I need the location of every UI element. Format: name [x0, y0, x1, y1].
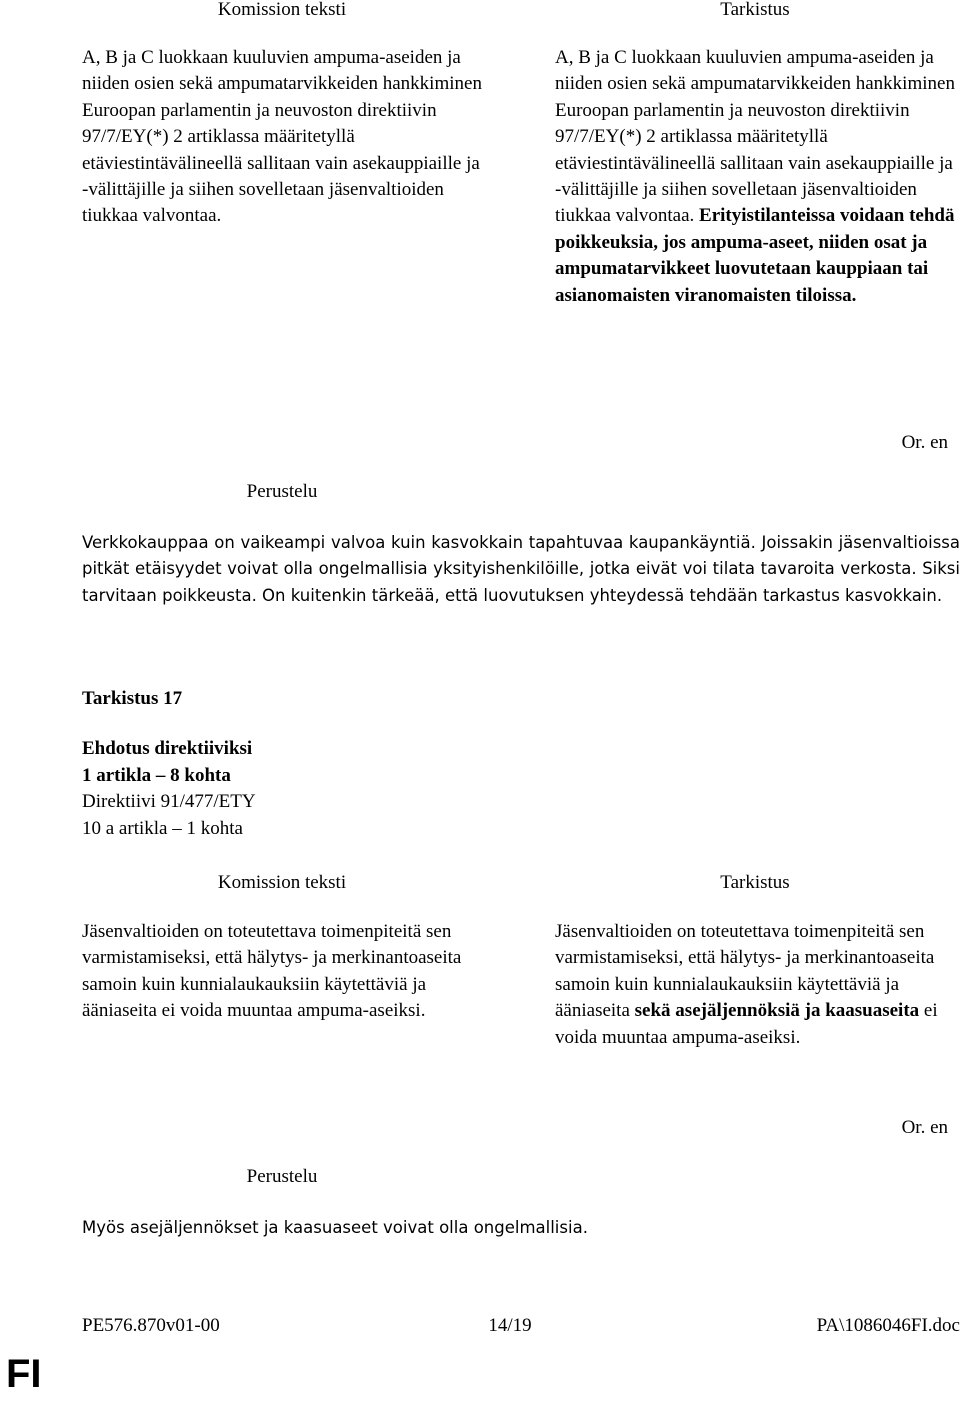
- justification-text: Myös asejäljennökset ja kaasuaseet voivat olla ongelmallisia.: [82, 1218, 588, 1237]
- justification-text: Verkkokauppaa on vaikeampi valvoa kuin kasvokkain tapahtuvaa kaupankäyntiä. Joissakin jäsenvaltioissa pitkät etäisyydet voivat olla ongelmallisia yksityishenkilöille, jotka eivät voi tilata tavaroita verkosta. Siksi tarvitaan poikkeusta. On kuitenkin tärkeää, että luovutuksen yhteydessä tehdään tarkastus kasvokkain.: [82, 533, 960, 605]
- justification-heading: Perustelu: [246, 1166, 318, 1187]
- original-language: Or. en: [901, 1117, 948, 1138]
- comparison-header-amendment: Tarkistus: [720, 0, 790, 20]
- original-language: Or. en: [901, 432, 948, 453]
- directive-reference: Direktiivi 91/477/ETY: [82, 791, 256, 812]
- amendment-text: [555, 45, 960, 309]
- justification-heading: Perustelu: [246, 481, 318, 502]
- amendment-text-unchanged: ei voida muuntaa ampuma-aseiksi.: [555, 1000, 938, 1048]
- amendment-text-unchanged: Jäsenvaltioiden on toteutettava toimenpiteitä sen varmistamiseksi, että hälytys- ja merkinantoaseita samoin kuin kunnialaukauksiin käytettäviä ja ääniaseita: [555, 921, 935, 1022]
- amendment-text-added: Erityistilanteissa voidaan tehdä poikkeuksia, jos ampuma-aseet, niiden osat ja ampumatarvikkeet luovutetaan kauppiaan tai asianomaisten viranomaisten tiloissa.: [555, 205, 955, 306]
- footer-doc-reference: PE576.870v01-00: [82, 1315, 220, 1336]
- proposal-title: Ehdotus direktiiviksi: [82, 738, 253, 759]
- comparison-header-commission: Komission teksti: [217, 872, 347, 893]
- amendment-title: Tarkistus 17: [82, 688, 183, 709]
- comparison-header-commission: Komission teksti: [217, 0, 347, 20]
- subarticle-reference: 10 a artikla – 1 kohta: [82, 818, 243, 839]
- footer-page-number: 14/19: [488, 1315, 532, 1336]
- commission-text: A, B ja C luokkaan kuuluvien ampuma-aseiden ja niiden osien sekä ampumatarvikkeiden hankkiminen Euroopan parlamentin ja neuvoston direktiivin 97/7/EY(*) 2 artiklassa määritetyllä etäviestintävälineellä sallitaan vain asekauppiaille ja -välittäjille ja siihen sovelletaan jäsenvaltioiden tiukkaa valvontaa.: [82, 47, 482, 227]
- commission-text: Jäsenvaltioiden on toteutettava toimenpiteitä sen varmistamiseksi, että hälytys- ja merkinantoaseita samoin kuin kunnialaukauksiin käytettäviä ja ääniaseita ei voida muuntaa ampuma-aseiksi.: [82, 921, 462, 1022]
- amendment-text: [555, 919, 960, 1051]
- amendment-text-unchanged: A, B ja C luokkaan kuuluvien ampuma-aseiden ja niiden osien sekä ampumatarvikkeiden hankkiminen Euroopan parlamentin ja neuvoston direktiivin 97/7/EY(*) 2 artiklassa määritetyllä etäviestintävälineellä sallitaan vain asekauppiaille ja -välittäjille ja siihen sovelletaan jäsenvaltioiden tiukkaa valvontaa.: [555, 47, 955, 227]
- amendment-text-added: sekä asejäljennöksiä ja kaasuaseita: [634, 1000, 920, 1022]
- footer-file-name: PA\1086046FI.doc: [816, 1315, 960, 1336]
- language-mark: FI: [6, 1352, 42, 1396]
- article-reference: 1 artikla – 8 kohta: [82, 765, 231, 786]
- comparison-header-amendment: Tarkistus: [720, 872, 790, 893]
